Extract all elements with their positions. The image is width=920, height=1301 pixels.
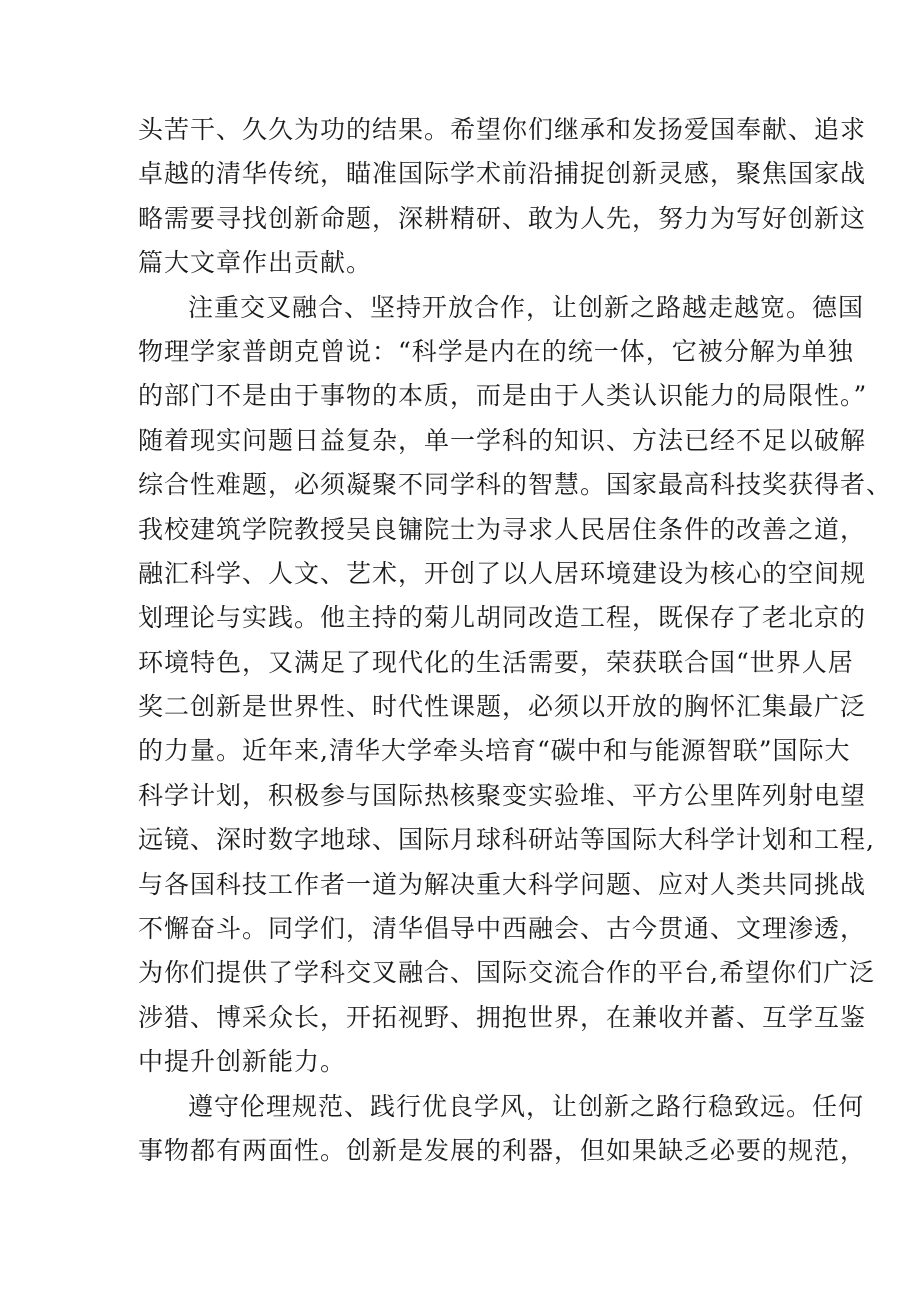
text-line: 头苦干、久久为功的结果。希望你们继承和发扬爱国奉献、追求 [138, 115, 867, 144]
text-line: 科学计划，积极参与国际热核聚变实验堆、平方公里阵列射电望 [138, 780, 867, 810]
text-line: 略需要寻找创新命题，深耕精研、敢为人先，努力为写好创新这 [138, 203, 867, 233]
text-line: 奖二创新是世界性、时代性课题，必须以开放的胸怀汇集最广泛 [138, 692, 867, 722]
text-line: 物理学家普朗克曾说：“科学是内在的统一体，它被分解为单独 [138, 336, 854, 366]
text-line: 远镜、深时数字地球、国际月球科研站等国际大科学计划和工程, [138, 825, 875, 855]
text-line: 的力量。近年来,清华大学牵头培育“碳中和与能源智联”国际大 [138, 736, 851, 766]
text-line: 综合性难题，必须凝聚不同学科的智慧。国家最高科技奖获得者、 [138, 470, 893, 500]
text-line: 我校建筑学院教授吴良镛院士为寻求人民居住条件的改善之道， [138, 514, 867, 544]
text-line: 随着现实问题日益复杂，单一学科的知识、方法已经不足以破解 [138, 425, 867, 455]
text-line: 卓越的清华传统，瞄准国际学术前沿捕捉创新灵感，聚焦国家战 [138, 159, 867, 189]
text-line: 事物都有两面性。创新是发展的利器，但如果缺乏必要的规范， [138, 1135, 867, 1165]
text-line: 与各国科技工作者一道为解决重大科学问题、应对人类共同挑战 [138, 869, 867, 899]
text-line: 的部门不是由于事物的本质，而是由于人类认识能力的局限性。” [138, 381, 868, 411]
paragraph-start-line: 注重交叉融合、坚持开放合作，让创新之路越走越宽。德国 [188, 292, 865, 322]
text-line: 环境特色，又满足了现代化的生活需要，荣获联合国“世界人居 [138, 647, 854, 677]
text-line: 不懈奋斗。同学们，清华倡导中西融会、古今贯通、文理渗透， [138, 914, 867, 944]
text-line: 划理论与实践。他主持的菊儿胡同改造工程，既保存了老北京的 [138, 603, 867, 633]
text-line: 涉猎、博采众长，开拓视野、拥抱世界，在兼收并蓄、互学互鉴 [138, 1002, 867, 1032]
text-line: 篇大文章作出贡献。 [138, 248, 373, 278]
text-line: 融汇科学、人文、艺术，开创了以人居环境建设为核心的空间规 [138, 558, 867, 588]
body-text [138, 108, 893, 1173]
text-line: 为你们提供了学科交叉融合、国际交流合作的平台,希望你们广泛 [138, 958, 875, 988]
text-line: 中提升创新能力。 [138, 1047, 347, 1077]
paragraph-start-line: 遵守伦理规范、践行优良学风，让创新之路行稳致远。任何 [188, 1091, 865, 1121]
